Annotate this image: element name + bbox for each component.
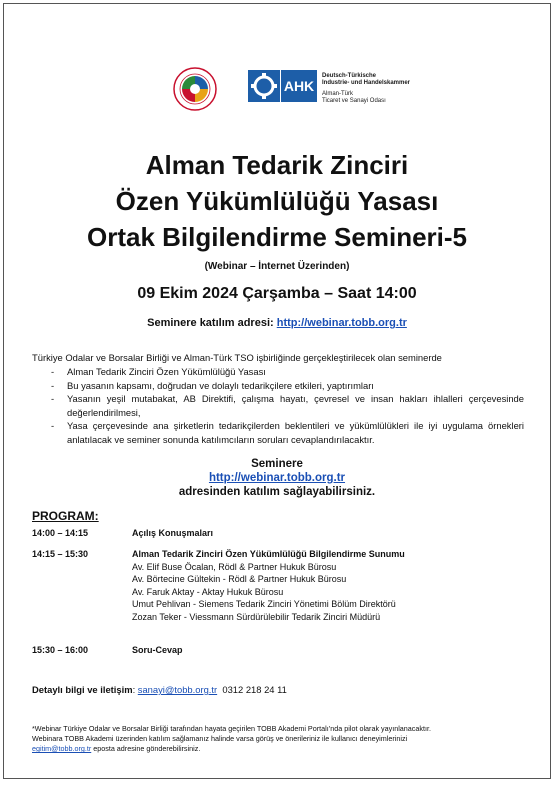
event-date: 09 Ekim 2024 Çarşamba – Saat 14:00 [137,285,417,302]
program-time: 15:30 – 16:00 [32,645,89,655]
footnote-email-link[interactable]: egitim@tobb.org.tr [32,744,92,753]
footnote-line1: *Webinar Türkiye Odalar ve Borsalar Birliği tarafından hayata geçirilen TOBB Akademi Portalı’nda pilot olarak yayınlanacaktır. [32,724,431,733]
webinar-link-2[interactable]: http://webinar.tobb.org.tr [208,472,346,484]
address-line [4,317,550,329]
ahk-line4: Ticaret ve Sanayi Odası [322,98,386,104]
program-time: 14:00 – 14:15 [32,528,89,538]
title-line2: Özen Yükümlülüğü Yasası [115,186,439,216]
program-head: Açılış Konuşmaları [132,528,214,538]
ahk-line3: Alman-Türk [322,91,354,97]
logo-bar [4,66,550,114]
subtitle: (Webinar – İnternet Üzerinden) [204,261,350,272]
speaker: Av. Faruk Aktay - Aktay Hukuk Bürosu [132,586,284,597]
intro-text: Türkiye Odalar ve Borsalar Birliği ve Alman-Türk TSO işbirliğinde gerçekleştirilecek olan seminerde [32,352,442,363]
address-label: Seminere katılım adresi: [147,317,277,329]
ahk-line1: Deutsch-Türkische [322,73,377,79]
title-line3: Ortak Bilgilendirme Semineri-5 [86,222,467,252]
speaker: Av. Börtecine Gültekin - Rödl & Partner Hukuk Bürosu [132,574,347,585]
ahk-logo-text [322,73,410,105]
ahk-gear-icon [248,70,280,102]
contact-colon: : [132,684,138,695]
program-time: 14:15 – 15:30 [32,549,89,559]
contact-line [32,684,287,695]
list-item: - Alman Tedarik Zinciri Özen Yükümlülüğü Yasası [32,365,524,379]
contact-phone: 0312 218 24 11 [222,684,287,695]
speaker: Zozan Teker - Viessmann Sürdürülebilir Tedarik Zinciri Müdürü [132,611,381,622]
seminer-block [4,457,550,499]
seminer-line3: adresinden katılım sağlayabilirsiniz. [178,486,376,498]
speaker: Umut Pehlivan - Siemens Tedarik Zinciri Yönetimi Bölüm Direktörü [132,599,396,610]
document-page [3,3,551,779]
ahk-logo-box: AHK [281,70,317,102]
footnote-line2: Webinara TOBB Akademi üzerinden katılım sağlamanız halinde varsa görüş ve önerileriniz ile kullanıcı deneyimlerinizi [32,734,408,743]
ahk-line2: Industrie- und Handelskammer [322,80,411,86]
footnote [32,724,532,754]
page-title [4,147,550,255]
topic-list [32,365,524,446]
program-head: Alman Tedarik Zinciri Özen Yükümlülüğü Bilgilendirme Sunumu [132,549,405,559]
webinar-link[interactable]: http://webinar.tobb.org.tr [276,317,407,329]
title-line1: Alman Tedarik Zinciri [145,150,409,180]
program-head: Soru-Cevap [132,645,183,655]
tobb-logo [172,66,218,112]
list-item: - Bu yasanın kapsamı, doğrudan ve dolaylı tedarikçilere etkileri, yaptırımları [32,379,524,393]
contact-label: Detaylı bilgi ve iletişim [32,684,133,695]
speaker: Av. Elif Buse Öcalan, Rödl & Partner Hukuk Bürosu [132,561,337,572]
list-item: - Yasa çerçevesinde ana şirketlerin tedarikçilerden beklentileri ve yükümlülükleri ile iyi uygulama örnekleri anlatılacak ve seminer sonunda katılımcıların soruları cevaplandırılacaktır. [32,419,524,446]
list-item: - Yasanın yeşil mutabakat, AB Direktifi, çalışma hayatı, çevresel ve insan hakları ihlalleri çerçevesinde değerlendirilmesi, [32,392,524,419]
program-title: PROGRAM: [32,509,99,523]
contact-email-link[interactable]: sanayi@tobb.org.tr [137,684,218,695]
seminer-line1: Seminere [251,458,303,470]
footnote-line3: eposta adresine gönderebilirsiniz. [91,744,201,753]
